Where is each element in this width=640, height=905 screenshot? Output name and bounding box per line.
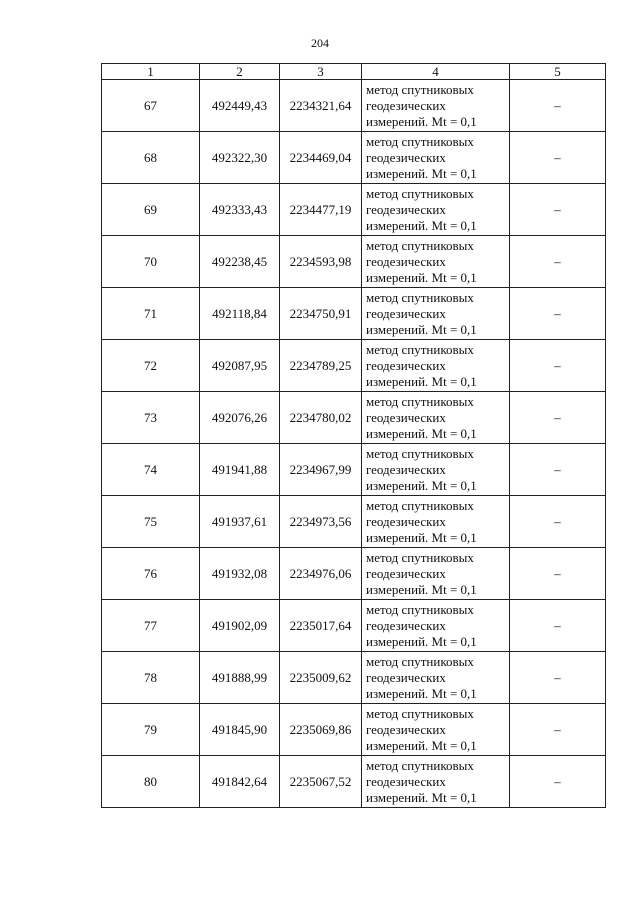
method-line-2: геодезических: [366, 97, 446, 113]
method-cell: [362, 392, 510, 444]
point-number-cell: 69: [102, 184, 200, 236]
note-cell: –: [510, 444, 606, 496]
point-number-cell: 77: [102, 600, 200, 652]
table-row: [102, 340, 606, 392]
table-row: [102, 444, 606, 496]
method-line-2: геодезических: [366, 773, 446, 789]
method-line-2: геодезических: [366, 513, 446, 529]
header-col-3: 3: [280, 64, 362, 80]
table-row: [102, 288, 606, 340]
method-line-1: метод спутниковых: [366, 705, 474, 721]
x-coordinate-cell: 491842,64: [200, 756, 280, 808]
y-coordinate-cell: 2235009,62: [280, 652, 362, 704]
method-line-3: измерений. Mt = 0,1: [366, 477, 477, 493]
method-line-2: геодезических: [366, 305, 446, 321]
method-line-1: метод спутниковых: [366, 237, 474, 253]
note-cell: –: [510, 652, 606, 704]
y-coordinate-cell: 2234321,64: [280, 80, 362, 132]
method-line-2: геодезических: [366, 617, 446, 633]
x-coordinate-cell: 492076,26: [200, 392, 280, 444]
table-row: [102, 756, 606, 808]
method-line-1: метод спутниковых: [366, 653, 474, 669]
table-row: [102, 184, 606, 236]
note-cell: –: [510, 548, 606, 600]
x-coordinate-cell: 491845,90: [200, 704, 280, 756]
note-cell: –: [510, 704, 606, 756]
method-line-3: измерений. Mt = 0,1: [366, 789, 477, 805]
method-line-3: измерений. Mt = 0,1: [366, 737, 477, 753]
method-cell: [362, 756, 510, 808]
table-row: [102, 132, 606, 184]
method-cell: [362, 288, 510, 340]
method-line-2: геодезических: [366, 357, 446, 373]
note-cell: –: [510, 80, 606, 132]
method-cell: [362, 652, 510, 704]
method-line-3: измерений. Mt = 0,1: [366, 321, 477, 337]
method-cell: [362, 236, 510, 288]
method-line-2: геодезических: [366, 565, 446, 581]
note-cell: –: [510, 236, 606, 288]
method-line-1: метод спутниковых: [366, 757, 474, 773]
method-line-2: геодезических: [366, 409, 446, 425]
method-line-1: метод спутниковых: [366, 445, 474, 461]
method-line-1: метод спутниковых: [366, 81, 474, 97]
table-row: [102, 600, 606, 652]
method-line-1: метод спутниковых: [366, 289, 474, 305]
table-header: [102, 64, 606, 80]
header-col-5: 5: [510, 64, 606, 80]
note-cell: –: [510, 340, 606, 392]
method-line-2: геодезических: [366, 461, 446, 477]
method-line-2: геодезических: [366, 149, 446, 165]
point-number-cell: 70: [102, 236, 200, 288]
header-col-1: 1: [102, 64, 200, 80]
table-body: [102, 80, 606, 808]
header-col-2: 2: [200, 64, 280, 80]
method-line-3: измерений. Mt = 0,1: [366, 113, 477, 129]
y-coordinate-cell: 2234477,19: [280, 184, 362, 236]
method-cell: [362, 496, 510, 548]
point-number-cell: 80: [102, 756, 200, 808]
method-line-3: измерений. Mt = 0,1: [366, 685, 477, 701]
note-cell: –: [510, 288, 606, 340]
y-coordinate-cell: 2234976,06: [280, 548, 362, 600]
method-line-1: метод спутниковых: [366, 393, 474, 409]
point-number-cell: 78: [102, 652, 200, 704]
y-coordinate-cell: 2234593,98: [280, 236, 362, 288]
point-number-cell: 76: [102, 548, 200, 600]
x-coordinate-cell: 492333,43: [200, 184, 280, 236]
note-cell: –: [510, 184, 606, 236]
table-row: [102, 80, 606, 132]
x-coordinate-cell: 492322,30: [200, 132, 280, 184]
x-coordinate-cell: 491941,88: [200, 444, 280, 496]
point-number-cell: 71: [102, 288, 200, 340]
method-cell: [362, 548, 510, 600]
table-row: [102, 236, 606, 288]
method-line-3: измерений. Mt = 0,1: [366, 217, 477, 233]
method-line-1: метод спутниковых: [366, 185, 474, 201]
method-line-2: геодезических: [366, 201, 446, 217]
page-number: 204: [311, 36, 329, 50]
point-number-cell: 68: [102, 132, 200, 184]
method-cell: [362, 444, 510, 496]
header-row: [102, 64, 606, 80]
method-line-3: измерений. Mt = 0,1: [366, 581, 477, 597]
method-cell: [362, 132, 510, 184]
point-number-cell: 72: [102, 340, 200, 392]
y-coordinate-cell: 2234750,91: [280, 288, 362, 340]
point-number-cell: 73: [102, 392, 200, 444]
method-cell: [362, 704, 510, 756]
method-cell: [362, 340, 510, 392]
method-line-1: метод спутниковых: [366, 549, 474, 565]
point-number-cell: 79: [102, 704, 200, 756]
y-coordinate-cell: 2235017,64: [280, 600, 362, 652]
method-line-3: измерений. Mt = 0,1: [366, 269, 477, 285]
x-coordinate-cell: 492118,84: [200, 288, 280, 340]
note-cell: –: [510, 756, 606, 808]
header-col-4: 4: [362, 64, 510, 80]
y-coordinate-cell: 2235067,52: [280, 756, 362, 808]
point-number-cell: 67: [102, 80, 200, 132]
y-coordinate-cell: 2234780,02: [280, 392, 362, 444]
table-row: [102, 392, 606, 444]
method-line-1: метод спутниковых: [366, 133, 474, 149]
x-coordinate-cell: 491902,09: [200, 600, 280, 652]
method-cell: [362, 184, 510, 236]
x-coordinate-cell: 491888,99: [200, 652, 280, 704]
note-cell: –: [510, 392, 606, 444]
coordinates-table: [101, 63, 606, 808]
x-coordinate-cell: 492449,43: [200, 80, 280, 132]
method-line-2: геодезических: [366, 253, 446, 269]
x-coordinate-cell: 492087,95: [200, 340, 280, 392]
method-cell: [362, 80, 510, 132]
method-line-3: измерений. Mt = 0,1: [366, 425, 477, 441]
y-coordinate-cell: 2235069,86: [280, 704, 362, 756]
note-cell: –: [510, 600, 606, 652]
method-line-3: измерений. Mt = 0,1: [366, 633, 477, 649]
x-coordinate-cell: 492238,45: [200, 236, 280, 288]
method-line-1: метод спутниковых: [366, 341, 474, 357]
method-line-2: геодезических: [366, 721, 446, 737]
note-cell: –: [510, 132, 606, 184]
table-row: [102, 652, 606, 704]
x-coordinate-cell: 491937,61: [200, 496, 280, 548]
table-row: [102, 548, 606, 600]
point-number-cell: 74: [102, 444, 200, 496]
y-coordinate-cell: 2234789,25: [280, 340, 362, 392]
y-coordinate-cell: 2234973,56: [280, 496, 362, 548]
method-line-2: геодезических: [366, 669, 446, 685]
y-coordinate-cell: 2234967,99: [280, 444, 362, 496]
method-line-1: метод спутниковых: [366, 601, 474, 617]
point-number-cell: 75: [102, 496, 200, 548]
table-row: [102, 496, 606, 548]
method-cell: [362, 600, 510, 652]
method-line-3: измерений. Mt = 0,1: [366, 529, 477, 545]
method-line-3: измерений. Mt = 0,1: [366, 373, 477, 389]
method-line-3: измерений. Mt = 0,1: [366, 165, 477, 181]
y-coordinate-cell: 2234469,04: [280, 132, 362, 184]
method-line-1: метод спутниковых: [366, 497, 474, 513]
note-cell: –: [510, 496, 606, 548]
table-row: [102, 704, 606, 756]
x-coordinate-cell: 491932,08: [200, 548, 280, 600]
